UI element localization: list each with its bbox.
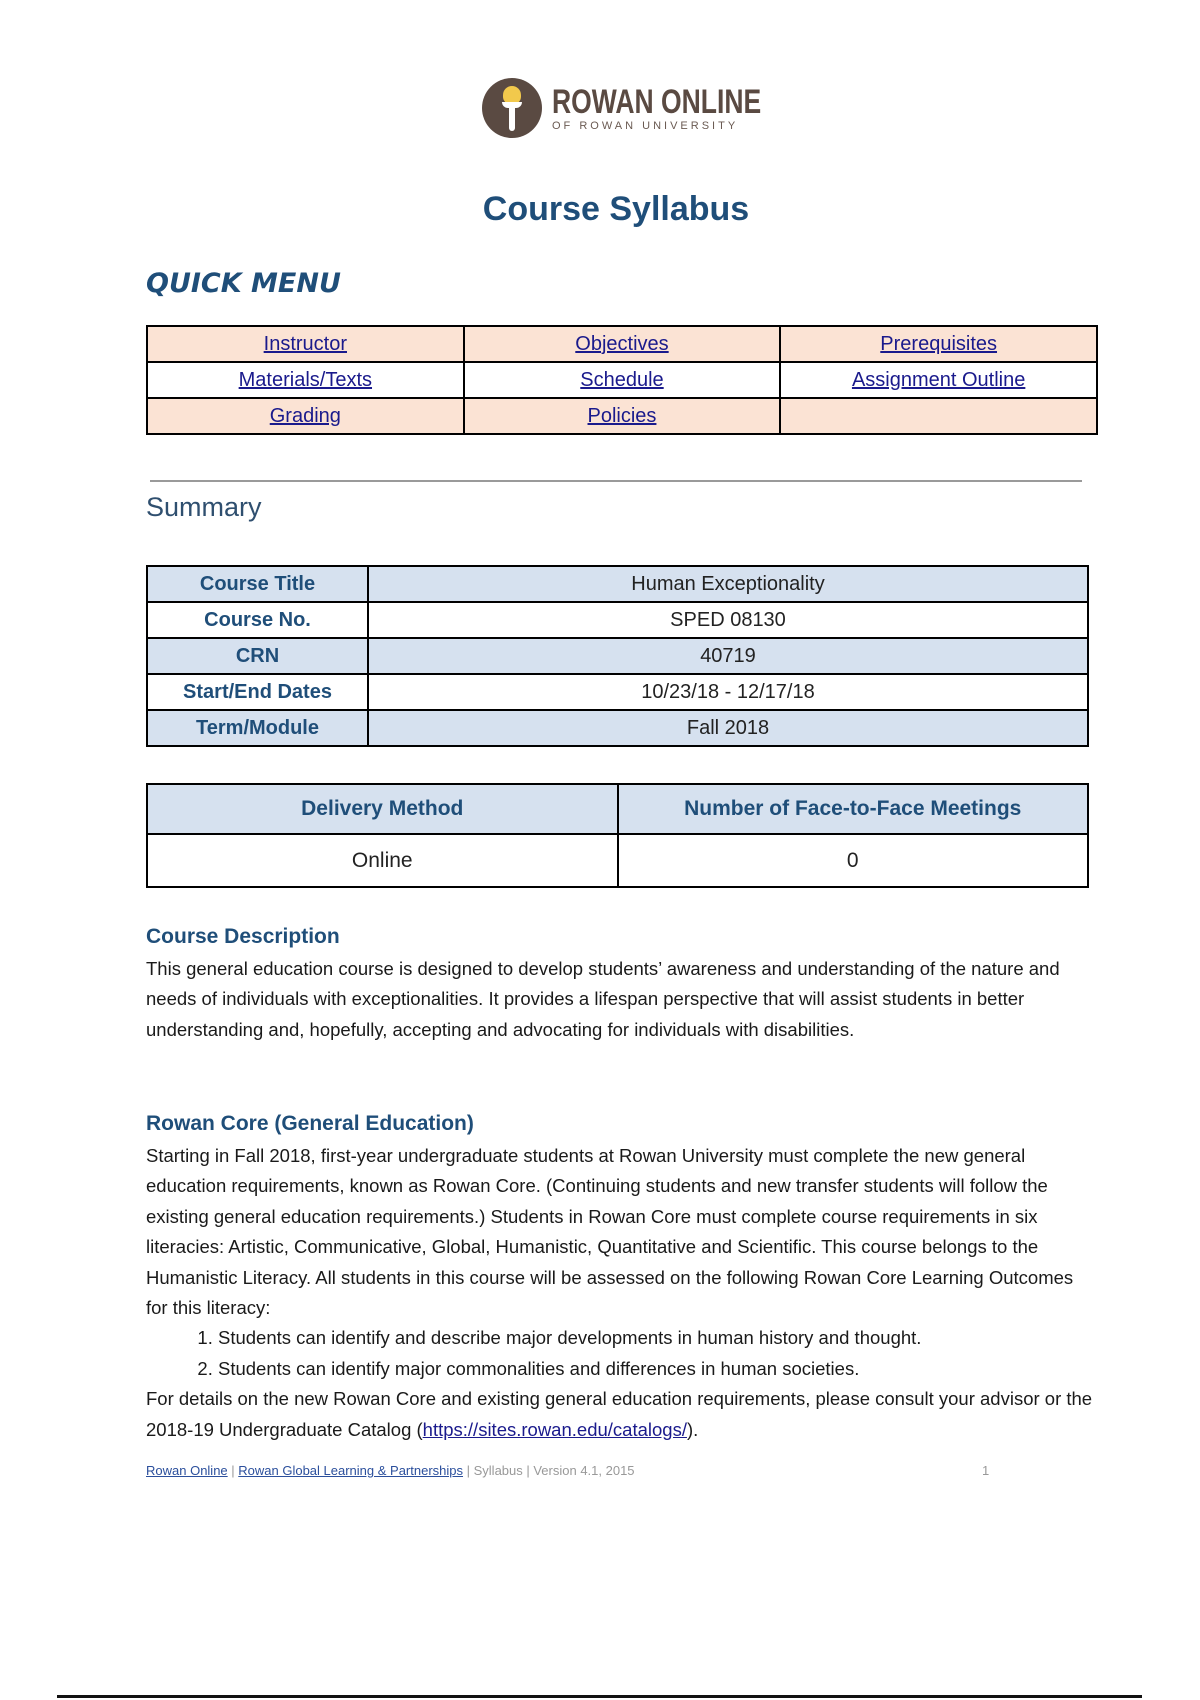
link-objectives[interactable]: Objectives — [575, 332, 669, 355]
delivery-method-header: Delivery Method — [147, 784, 618, 834]
catalog-link[interactable]: https://sites.rowan.edu/catalogs/ — [422, 1418, 687, 1440]
empty-cell — [780, 398, 1097, 434]
row-label: Term/Module — [147, 710, 368, 746]
link-grading[interactable]: Grading — [269, 404, 341, 427]
row-value: SPED 08130 — [368, 602, 1088, 638]
row-value: 40719 — [368, 638, 1088, 674]
list-item: 1. Students can identify and describe major developments in human history and thought. — [218, 1323, 1096, 1353]
delivery-method-value: Online — [147, 834, 618, 887]
page-number: 1 — [982, 1463, 990, 1478]
row-label: Start/End Dates — [147, 674, 368, 710]
rowan-core-closing: For details on the new Rowan Core and existing general education requirements, please consult your advisor or the 2018-19 Undergraduate Catalog (https://sites.rowan.edu/catalogs/). — [146, 1388, 1093, 1440]
page-title: Course Syllabus — [482, 190, 750, 228]
summary-table — [146, 565, 1089, 747]
row-value: Fall 2018 — [368, 710, 1088, 746]
link-instructor[interactable]: Instructor — [263, 332, 347, 355]
page-footer: Rowan Online | Rowan Global Learning & Partnerships | Syllabus | Version 4.1, 2015 1 — [146, 1463, 990, 1478]
torch-icon — [482, 78, 542, 138]
link-schedule[interactable]: Schedule — [580, 368, 664, 391]
row-value: 10/23/18 - 12/17/18 — [368, 674, 1088, 710]
rowan-core-intro: Starting in Fall 2018, first-year undergraduate students at Rowan University must complete the new general education requirements, known as Rowan Core. (Continuing students and new transfer students will follow the existing general education requirements.) Students in Rowan Core must complete course requirements in six literacies: Artistic, Communicative, Global, Humanistic, Quantitative and Scientific. This course belongs to the Humanistic Literacy. All students in this course will be assessed on the following Rowan Core Learning Outcomes for this literacy: — [146, 1145, 1074, 1319]
list-item: 2. Students can identify major commonalities and differences in human societies. — [218, 1354, 1096, 1384]
table-header-row — [147, 784, 1088, 834]
row-label: Course Title — [147, 566, 368, 602]
quick-menu-heading: QUICK MENU — [146, 268, 341, 299]
row-value: Human Exceptionality — [368, 566, 1088, 602]
footer-link-rowan-online[interactable]: Rowan Online — [146, 1463, 228, 1478]
link-assignment-outline[interactable]: Assignment Outline — [851, 368, 1026, 391]
footer-link-global-learning[interactable]: Rowan Global Learning & Partnerships — [238, 1463, 464, 1478]
learning-outcomes-list — [218, 1323, 1096, 1384]
table-row — [147, 834, 1088, 887]
row-label: CRN — [147, 638, 368, 674]
rowan-online-logo — [482, 76, 762, 140]
table-row — [147, 638, 1088, 674]
section-divider — [150, 480, 1082, 482]
link-prerequisites[interactable]: Prerequisites — [880, 332, 998, 355]
course-description-text: This general education course is designed to develop students’ awareness and understanding of the nature and needs of individuals with exceptionalities. It provides a lifespan perspective that will assist students in better understanding and, hopefully, accepting and advocating for individuals with disabilities. — [146, 958, 1060, 1040]
course-description-heading: Course Description — [146, 925, 340, 948]
link-materials-texts[interactable]: Materials/Texts — [238, 368, 373, 391]
rowan-core-body — [146, 1141, 1096, 1445]
table-row — [147, 602, 1088, 638]
logo-subtitle: OF ROWAN UNIVERSITY — [552, 119, 739, 132]
quick-menu-row — [147, 362, 1097, 398]
row-label: Course No. — [147, 602, 368, 638]
delivery-table — [146, 783, 1089, 888]
meetings-value: 0 — [618, 834, 1089, 887]
footer-meta: | Syllabus | Version 4.1, 2015 — [463, 1463, 635, 1478]
meetings-header: Number of Face-to-Face Meetings — [618, 784, 1089, 834]
page-bottom-rule — [57, 1695, 1142, 1698]
rowan-core-heading: Rowan Core (General Education) — [146, 1112, 474, 1135]
table-row — [147, 566, 1088, 602]
quick-menu-table — [146, 325, 1098, 435]
link-policies[interactable]: Policies — [587, 404, 657, 427]
table-row — [147, 674, 1088, 710]
table-row — [147, 710, 1088, 746]
quick-menu-row — [147, 326, 1097, 362]
logo-name: ROWAN ONLINE — [552, 82, 762, 121]
summary-heading: Summary — [146, 492, 262, 522]
quick-menu-row — [147, 398, 1097, 434]
